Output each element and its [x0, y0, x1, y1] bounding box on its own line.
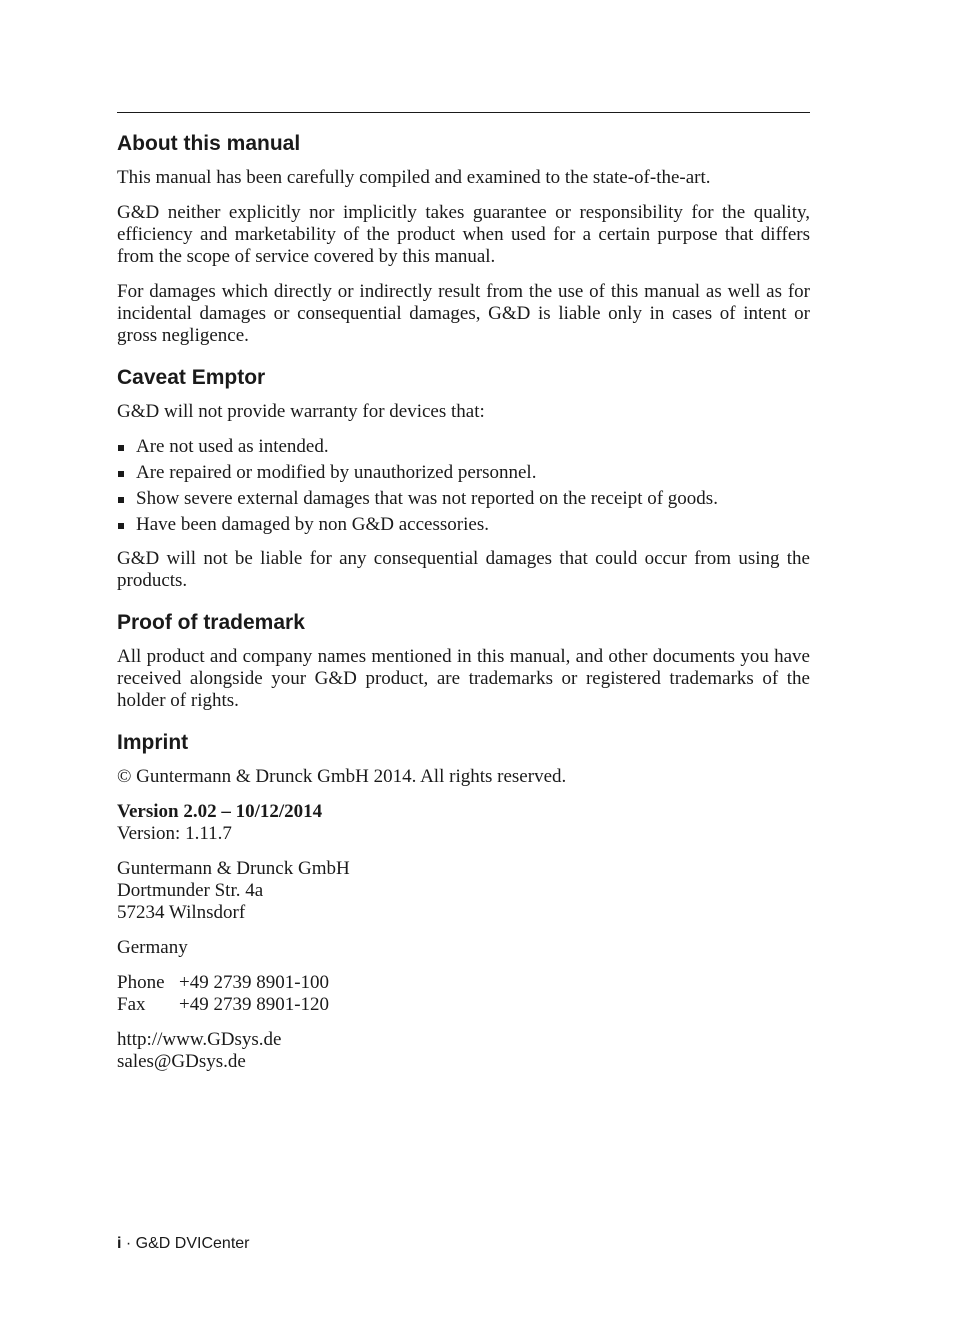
footer-separator: ·	[121, 1235, 136, 1252]
company-name: Guntermann & Drunck GmbH	[117, 858, 350, 879]
list-item: Have been damaged by non G&D accessories.	[117, 514, 810, 536]
section-about	[117, 131, 810, 347]
page-footer	[117, 1234, 249, 1254]
address-block	[117, 858, 810, 924]
street: Dortmunder Str. 4a	[117, 880, 264, 901]
heading-trademark: Proof of trademark	[117, 611, 305, 634]
web-block	[117, 1029, 810, 1073]
trademark-paragraph: All product and company names mentioned in this manual, and other documents you have received alongside your G&D product, are trademarks or registered trademarks of the holder of rights.	[117, 646, 810, 711]
heading-imprint: Imprint	[117, 731, 189, 754]
phone-label: Phone	[117, 972, 165, 993]
square-bullet-icon	[118, 497, 124, 503]
about-paragraph-1: This manual has been carefully compiled and examined to the state-of-the-art.	[117, 167, 711, 188]
fax-row	[117, 994, 810, 1016]
page-number: i	[117, 1235, 122, 1252]
phone-row	[117, 972, 810, 994]
section-caveat	[117, 365, 810, 592]
manual-page	[117, 112, 810, 1091]
heading-caveat: Caveat Emptor	[117, 366, 266, 389]
footer-product: G&D DVICenter	[135, 1235, 250, 1252]
square-bullet-icon	[118, 523, 124, 529]
list-item: Show severe external damages that was not reported on the receipt of goods.	[117, 488, 810, 510]
square-bullet-icon	[118, 445, 124, 451]
country: Germany	[117, 937, 188, 958]
email-link[interactable]: sales@GDsys.de	[117, 1051, 246, 1072]
version-number: Version: 1.11.7	[117, 823, 232, 844]
heading-about: About this manual	[117, 132, 301, 155]
caveat-outro: G&D will not be liable for any consequential damages that could occur from using the products.	[117, 548, 810, 591]
phone-number: +49 2739 8901-100	[179, 972, 330, 993]
website-link[interactable]: http://www.GDsys.de	[117, 1029, 282, 1050]
caveat-list	[117, 436, 810, 536]
country-block	[117, 937, 810, 959]
version-date: Version 2.02 – 10/12/2014	[117, 801, 323, 822]
fax-label: Fax	[117, 994, 146, 1015]
list-item: Are repaired or modified by unauthorized personnel.	[117, 462, 810, 484]
list-item: Are not used as intended.	[117, 436, 810, 458]
caveat-intro: G&D will not provide warranty for devices that:	[117, 401, 485, 422]
section-trademark	[117, 610, 810, 712]
about-paragraph-2: G&D neither explicitly nor implicitly takes guarantee or responsibility for the quality, efficiency and marketability of the product when used for a certain purpose that differs from the scope of service covered by this manual.	[117, 202, 810, 267]
square-bullet-icon	[118, 471, 124, 477]
phone-block	[117, 972, 810, 1016]
city: 57234 Wilnsdorf	[117, 902, 246, 923]
version-block	[117, 801, 810, 845]
about-paragraph-3: For damages which directly or indirectly result from the use of this manual as well as for incidental damages or consequential damages, G&D is liable only in cases of intent or gross negligence.	[117, 281, 810, 346]
top-rule	[117, 112, 810, 113]
fax-number: +49 2739 8901-120	[179, 994, 330, 1015]
section-imprint	[117, 730, 810, 1073]
copyright-line: © Guntermann & Drunck GmbH 2014. All rights reserved.	[117, 766, 567, 787]
